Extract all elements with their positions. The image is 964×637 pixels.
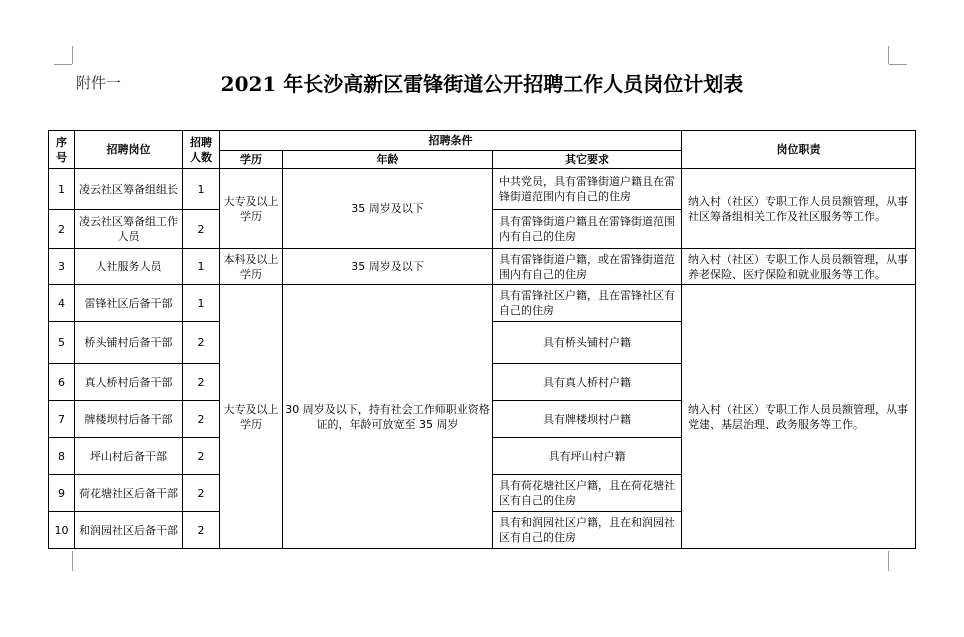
- row-count: 2: [183, 364, 220, 401]
- row-other-requirement: 具有雷锋街道户籍且在雷锋街道范围内有自己的住房: [493, 210, 682, 249]
- header-other: 其它要求: [493, 151, 682, 169]
- row-other-requirement: 具有真人桥村户籍: [493, 364, 682, 401]
- annex-label: 附件一: [76, 74, 122, 92]
- row-index: 9: [49, 475, 75, 512]
- row-index: 10: [49, 512, 75, 549]
- header-duties: 岗位职责: [682, 131, 916, 169]
- header-conditions: 招聘条件: [220, 131, 682, 151]
- row-count: 2: [183, 475, 220, 512]
- header-index: 序号: [49, 131, 75, 169]
- crop-mark-top-left-v: [72, 46, 73, 64]
- row-index: 3: [49, 249, 75, 285]
- row-count: 2: [183, 401, 220, 438]
- row-position: 雷锋社区后备干部: [75, 285, 183, 322]
- age-cell: 35 周岁及以下: [283, 249, 493, 285]
- row-position: 和润园社区后备干部: [75, 512, 183, 549]
- education-cell: 本科及以上学历: [220, 249, 283, 285]
- row-position: 桥头铺村后备干部: [75, 322, 183, 364]
- row-other-requirement: 具有坪山村户籍: [493, 438, 682, 475]
- page-title: 2021 年长沙高新区雷锋街道公开招聘工作人员岗位计划表: [220, 72, 744, 96]
- row-position: 荷花塘社区后备干部: [75, 475, 183, 512]
- row-other-requirement: 具有荷花塘社区户籍，且在荷花塘社区有自己的住房: [493, 475, 682, 512]
- crop-mark-bottom-left-v: [72, 551, 73, 571]
- crop-mark-bottom-right-v: [888, 551, 889, 571]
- duty-cell: 纳入村（社区）专职工作人员员额管理，从事养老保险、医疗保险和就业服务等工作。: [682, 249, 916, 285]
- row-position: 凌云社区筹备组组长: [75, 169, 183, 210]
- age-cell: 30 周岁及以下，持有社会工作师职业资格证的，年龄可放宽至 35 周岁: [283, 285, 493, 549]
- education-cell: 大专及以上学历: [220, 285, 283, 549]
- row-count: 1: [183, 169, 220, 210]
- row-other-requirement: 具有桥头铺村户籍: [493, 322, 682, 364]
- row-other-requirement: 具有和润园社区户籍，且在和润园社区有自己的住房: [493, 512, 682, 549]
- education-cell: 大专及以上学历: [220, 169, 283, 249]
- duty-cell: 纳入村（社区）专职工作人员员额管理，从事社区筹备组相关工作及社区服务等工作。: [682, 169, 916, 249]
- row-other-requirement: 具有雷锋社区户籍，且在雷锋社区有自己的住房: [493, 285, 682, 322]
- row-other-requirement: 具有牌楼坝村户籍: [493, 401, 682, 438]
- header-position: 招聘岗位: [75, 131, 183, 169]
- row-position: 凌云社区筹备组工作人员: [75, 210, 183, 249]
- table-row: [49, 169, 916, 210]
- row-position: 牌楼坝村后备干部: [75, 401, 183, 438]
- age-cell: 35 周岁及以下: [283, 169, 493, 249]
- row-other-requirement: 具有雷锋街道户籍，或在雷锋街道范围内有自己的住房: [493, 249, 682, 285]
- row-index: 4: [49, 285, 75, 322]
- crop-mark-top-right-v: [888, 46, 889, 64]
- header-count: 招聘人数: [183, 131, 220, 169]
- crop-mark-top-left-h: [54, 64, 72, 65]
- row-count: 1: [183, 285, 220, 322]
- table-row: [49, 249, 916, 285]
- row-index: 2: [49, 210, 75, 249]
- row-count: 2: [183, 512, 220, 549]
- position-plan-table: [48, 130, 916, 549]
- row-index: 7: [49, 401, 75, 438]
- duty-cell: 纳入村（社区）专职工作人员员额管理，从事党建、基层治理、政务服务等工作。: [682, 285, 916, 549]
- row-index: 5: [49, 322, 75, 364]
- crop-mark-top-right-h: [889, 64, 907, 65]
- table-row: [49, 285, 916, 322]
- row-position: 人社服务人员: [75, 249, 183, 285]
- row-count: 1: [183, 249, 220, 285]
- header-age: 年龄: [283, 151, 493, 169]
- row-index: 8: [49, 438, 75, 475]
- row-position: 坪山村后备干部: [75, 438, 183, 475]
- row-other-requirement: 中共党员，具有雷锋街道户籍且在雷锋街道范围内有自己的住房: [493, 169, 682, 210]
- row-index: 1: [49, 169, 75, 210]
- row-count: 2: [183, 438, 220, 475]
- row-index: 6: [49, 364, 75, 401]
- row-count: 2: [183, 322, 220, 364]
- row-position: 真人桥村后备干部: [75, 364, 183, 401]
- row-count: 2: [183, 210, 220, 249]
- header-education: 学历: [220, 151, 283, 169]
